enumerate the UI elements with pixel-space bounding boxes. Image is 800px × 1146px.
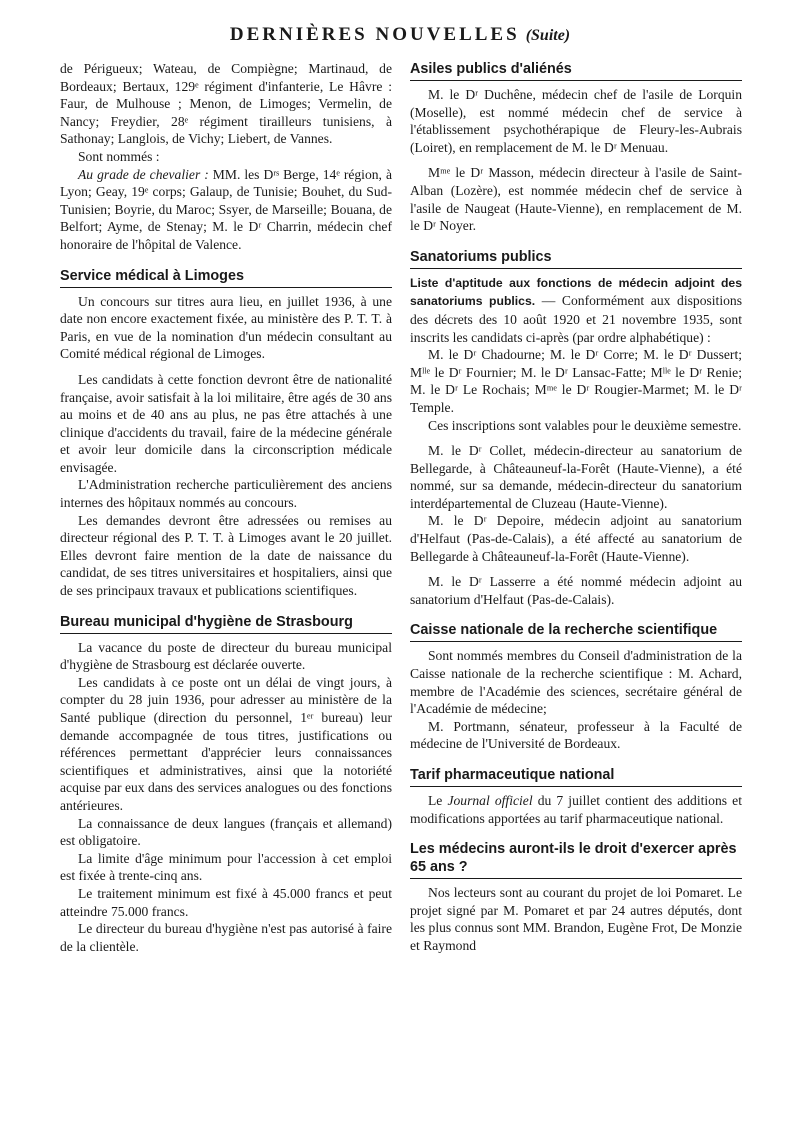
paragraph: Les demandes devront être adressées ou remises au directeur régional des P. T. T. à Limoges avant le 20 juillet. Elles devront faire mention de la date de naissance du candidat, de ses titres universitaires et hospitaliers, ainsi que de ses principaux travaux et publications scientifiques.: [60, 512, 392, 599]
section-title-limoges: Service médical à Limoges: [60, 267, 392, 288]
page-header-title: DERNIÈRES NOUVELLES: [229, 24, 520, 45]
section-title-caisse: Caisse nationale de la recherche scientifique: [410, 621, 742, 642]
italic-lead: Au grade de chevalier :: [78, 166, 209, 182]
paragraph-text: MM. les Dʳˢ Berge, 14ᵉ région, à Lyon; Geay, 19ᵉ corps; Galaup, de Tunisie; Bouhet, du Sud-Tunisien; Boyrie, du Maroc; Ssyer, de Marseille; Bouana, de Belfort; Ayme, de Stenay; M. le Dʳ Charrin, médecin chef honoraire de l'hôpital de Valence.: [60, 166, 392, 252]
paragraph: Les candidats à cette fonction devront être de nationalité française, avoir satisfait à la loi militaire, être agés de 30 ans au moins et de 40 ans au plus, ne pas être attachés à une clinique d'accidents du travail, faire de la médecine générale et avoir leur domicile dans la circonscription médicale envisagée.: [60, 371, 392, 475]
paragraph: M. le Dʳ Duchêne, médecin chef de l'asile de Lorquin (Moselle), est nommé médecin chef de service à l'établissement psychothérapique de Fleury-les-Aubrais (Loiret), en remplacement de M. le Dʳ Menuau.: [410, 87, 742, 155]
section-title-sanatoriums: Sanatoriums publics: [410, 248, 742, 269]
paragraph: Un concours sur titres aura lieu, en juillet 1936, à une date non encore exactement fixée, au ministère des P. T. T. à Paris, en vue de la nomination d'un médecin consultant au Comité médical régional de Limoges.: [60, 293, 392, 362]
paragraph: La vacance du poste de directeur du bureau municipal d'hygiène de Strasbourg est déclarée ouverte.: [60, 639, 392, 673]
italic-journal: Journal officiel: [447, 793, 533, 808]
page-header: [0, 24, 800, 46]
paragraph: Ces inscriptions sont valables pour le deuxième semestre.: [428, 417, 742, 433]
paragraph: M. Portmann, sénateur, professeur à la Faculté de médecine de l'Université de Bordeaux.: [410, 718, 742, 752]
paragraph: [410, 274, 742, 346]
paragraph: M. le Dʳ Chadourne; M. le Dʳ Corre; M. le Dʳ Dussert; Mˡˡᵉ le Dʳ Fournier; M. le Dʳ Lansac-Fatte; Mˡˡᵉ le Dʳ Renie; M. le Dʳ Le Rochais; Mᵐᵉ le Dʳ Rougier-Marmet; M. le Dʳ Temple.: [410, 347, 742, 415]
paragraph: La connaissance de deux langues (français et allemand) est obligatoire.: [60, 815, 392, 849]
section-title-asiles: Asiles publics d'aliénés: [410, 60, 742, 81]
paragraph: M. le Dʳ Depoire, médecin adjoint au sanatorium d'Helfaut (Pas-de-Calais), a été affecté au sanatorium de Bellegarde à Châteauneuf-la-Forêt (Haute-Vienne).: [410, 513, 742, 564]
paragraph: Le directeur du bureau d'hygiène n'est pas autorisé à faire de la clientèle.: [60, 921, 392, 954]
right-column: [410, 60, 742, 955]
left-column: [60, 60, 392, 955]
paragraph: de Périgueux; Wateau, de Compiègne; Martinaud, de Bordeaux; Bertaux, 129ᵉ régiment d'infanterie, Le Hâvre : Faur, de Mulhouse ; Menon, de Limoges; Vermelin, de Nancy; Freydier, 28ᵉ régiment tirailleurs tunisiens, à Sathonay; Langlois, de Vichy; Liebert, de Vannes.: [60, 61, 392, 147]
paragraph: La limite d'âge minimum pour l'accession à cet emploi est fixée à trente-cinq ans.: [60, 850, 392, 884]
paragraph: Nos lecteurs sont au courant du projet de loi Pomaret. Le projet signé par M. Pomaret et par 24 autres députés, dont les plus connus sont MM. Brandon, Eugène Frot, De Monzie et Raymond: [410, 885, 742, 953]
page-header-suite: (Suite): [525, 27, 571, 44]
paragraph: [410, 792, 742, 827]
paragraph: Sont nommés membres du Conseil d'administration de la Caisse nationale de la recherche scientifique : M. Achard, membre de l'Académie des sciences, secrétaire général de l'Académie de médecine;: [410, 648, 742, 717]
paragraph: Mᵐᵉ le Dʳ Masson, médecin directeur à l'asile de Saint-Alban (Lozère), est nommée médecin chef de service à l'asile de Naugeat (Haute-Vienne), en remplacement de M. le Dʳ Noyer.: [410, 165, 742, 234]
paragraph: M. le Dʳ Lasserre a été nommé médecin adjoint au sanatorium d'Helfaut (Pas-de-Calais).: [410, 574, 742, 607]
paragraph: L'Administration recherche particulièrement des anciens internes des hôpitaux nommés au concours.: [60, 477, 392, 511]
paragraph-text: du 7 juillet contient des additions et modifications apportées au tarif pharmaceutique national.: [410, 793, 742, 826]
bold-lead: Liste d'aptitude aux fonctions de médecin adjoint des sanatoriums publics.: [410, 275, 742, 309]
paragraph: Le traitement minimum est fixé à 45.000 francs et peut atteindre 75.000 francs.: [60, 885, 392, 919]
paragraph: Sont nommés :: [78, 148, 160, 164]
section-title-medecins: Les médecins auront-ils le droit d'exercer après 65 ans ?: [410, 840, 742, 879]
paragraph-text: Le: [428, 793, 448, 808]
section-title-strasbourg: Bureau municipal d'hygiène de Strasbourg: [60, 613, 392, 634]
paragraph: Les candidats à ce poste ont un délai de vingt jours, à compter du 28 juin 1936, pour adresser au ministère de la Santé publique (direction du personnel, 1ᵉʳ bureau) leur demande accompagnée de tous titres, justifications ou références permettant d'apprécier leurs connaissances scientifiques et administratives, ainsi que la notoriété acquise par eux dans des services analogues ou des fonctions antérieures.: [60, 674, 392, 813]
paragraph-text: — Conformément aux dispositions des décrets des 10 août 1920 et 21 novembre 1935, sont inscrits les candidats ci-après (par ordre alphabétique) :: [410, 293, 742, 345]
section-title-tarif: Tarif pharmaceutique national: [410, 766, 742, 787]
paragraph: [60, 166, 392, 254]
paragraph: M. le Dʳ Collet, médecin-directeur au sanatorium de Bellegarde, à Châteauneuf-la-Forêt (Haute-Vienne), a été nommé, sur sa demande, médecin-directeur du sanatorium interdépartemental de Cluzeau (Haute-Vienne).: [410, 443, 742, 511]
